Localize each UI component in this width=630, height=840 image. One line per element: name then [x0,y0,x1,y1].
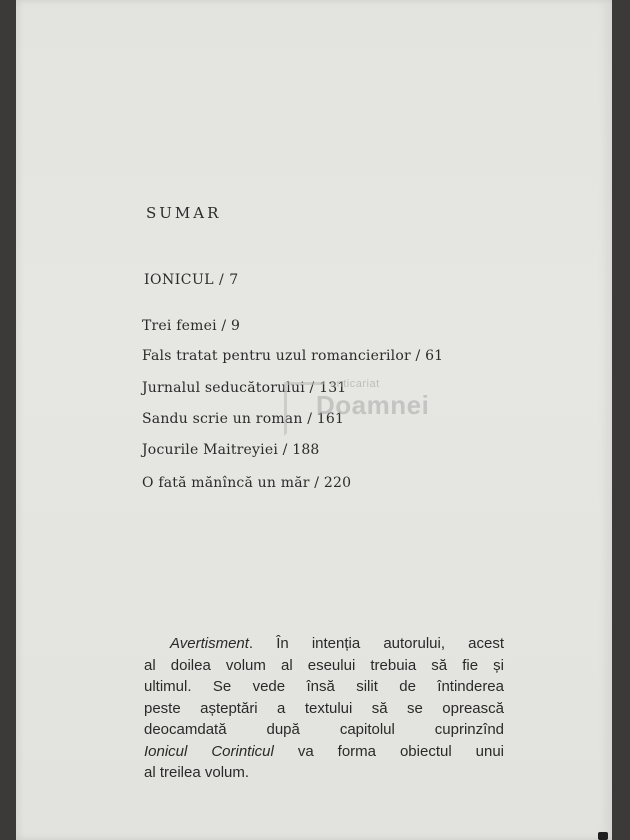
toc-item: Fals tratat pentru uzul romancierilor / 61 [142,348,444,364]
note-line-2: al doilea volum al eseului trebuia să fie și [144,656,504,674]
page-edge-mark [598,832,608,840]
toc-item: Jurnalul seducătorului / 131 [142,380,347,396]
note-lead-word: Avertisment [170,635,249,652]
note-line-6: Ionicul Corinticul va forma obiectul unui [144,742,504,760]
note-title-italic: Ionicul Corinticul [144,742,274,760]
author-note [144,633,504,784]
contents-heading: SUMAR [146,204,222,222]
toc-item: Sandu scrie un roman / 161 [142,411,345,427]
note-line-3: ultimul. Se vede însă silit de întinderea [144,678,504,695]
watermark-small-text: anticariat [330,378,380,390]
note-line-7: al treilea volum. [144,764,250,781]
watermark-big-text: Doamnei [316,390,430,420]
toc-item: Trei femei / 9 [142,318,241,334]
toc-item: O fată mănîncă un măr / 220 [142,475,352,491]
note-line-1: Avertisment. În intenția autorului, acest [170,635,504,652]
note-line-5: deocamdată după capitolul cuprinzînd [144,721,504,738]
toc-item: Jocurile Maitreyiei / 188 [142,442,320,458]
toc-part-title: IONICUL / 7 [144,272,239,288]
note-line-4: peste așteptări a textului să se oprească [144,699,504,717]
book-page [16,0,612,840]
watermark-logo [278,376,430,456]
